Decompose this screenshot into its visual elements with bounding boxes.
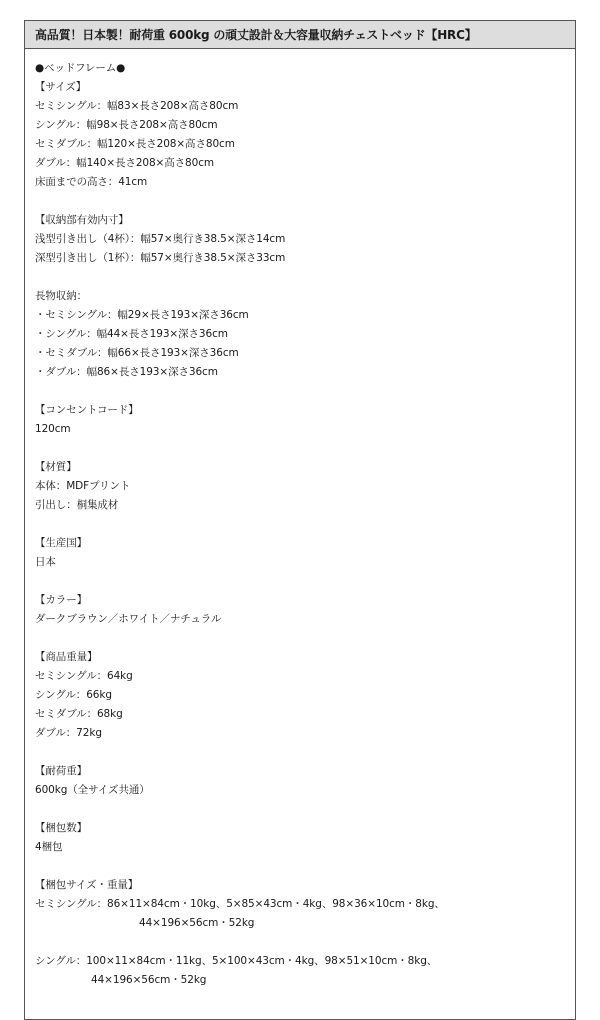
weight-section [35,648,575,743]
package-size-single-cont: 44×196×56cm・52kg [91,974,207,986]
cord-section [35,401,575,439]
material-section [35,458,575,515]
package-size-semi-single-cont: 44×196×56cm・52kg [139,917,255,929]
load-value: 600kg（全サイズ共通） [35,784,150,796]
package-size-section [35,876,575,933]
weight-single: シングル：66kg [35,689,112,701]
packages-heading: 【梱包数】 [35,822,87,834]
color-options: ダークブラウン／ホワイト／ナチュラル [35,613,222,625]
spec-title: 高品質！日本製！耐荷重 600kg の頑丈設計＆大容量収納チェストベッド【HRC】 [25,21,575,49]
weight-semi-double: セミダブル：68kg [35,708,123,720]
material-heading: 【材質】 [35,461,77,473]
frame-section [35,59,575,192]
origin-heading: 【生産国】 [35,537,87,549]
cord-length: 120cm [35,423,71,435]
long-storage-double: ・ダブル：幅86×長さ193×深さ36cm [35,366,218,378]
long-storage-heading: 長物収納： [35,290,87,302]
weight-double: ダブル：72kg [35,727,102,739]
long-storage-single: ・シングル：幅44×長さ193×深さ36cm [35,328,228,340]
size-semi-double: セミダブル：幅120×長さ208×高さ80cm [35,138,235,150]
spec-box [24,20,576,1020]
package-size-single-section [35,952,575,990]
size-heading: 【サイズ】 [35,81,87,93]
spec-body [25,49,575,990]
long-storage-semi-single: ・セミシングル：幅29×長さ193×深さ36cm [35,309,249,321]
deep-drawer: 深型引き出し（1杯）：幅57×奥行き38.5×深さ33cm [35,252,286,264]
weight-heading: 【商品重量】 [35,651,98,663]
floor-height: 床面までの高さ：41cm [35,176,148,188]
packages-count: 4梱包 [35,841,63,853]
material-drawer: 引出し：桐集成材 [35,499,119,511]
long-storage-section [35,287,575,382]
color-section [35,591,575,629]
size-double: ダブル：幅140×長さ208×高さ80cm [35,157,215,169]
long-storage-semi-double: ・セミダブル：幅66×長さ193×深さ36cm [35,347,239,359]
size-single: シングル：幅98×長さ208×高さ80cm [35,119,218,131]
package-size-single: シングル：100×11×84cm・11kg、5×100×43cm・4kg、98×51×10cm・8kg、 [35,955,438,967]
origin-section [35,534,575,572]
packages-section [35,819,575,857]
load-heading: 【耐荷重】 [35,765,87,777]
cord-heading: 【コンセントコード】 [35,404,139,416]
size-semi-single: セミシングル：幅83×長さ208×高さ80cm [35,100,239,112]
shallow-drawer: 浅型引き出し（4杯）：幅57×奥行き38.5×深さ14cm [35,233,286,245]
color-heading: 【カラー】 [35,594,87,606]
storage-section [35,211,575,268]
frame-heading: ●ベッドフレーム● [35,62,126,74]
package-size-semi-single: セミシングル：86×11×84cm・10kg、5×85×43cm・4kg、98×36×10cm・8kg、 [35,898,445,910]
origin-country: 日本 [35,556,56,568]
package-size-heading: 【梱包サイズ・重量】 [35,879,139,891]
storage-heading: 【収納部有効内寸】 [35,214,129,226]
material-body: 本体：MDFプリント [35,480,131,492]
weight-semi-single: セミシングル：64kg [35,670,133,682]
load-section [35,762,575,800]
